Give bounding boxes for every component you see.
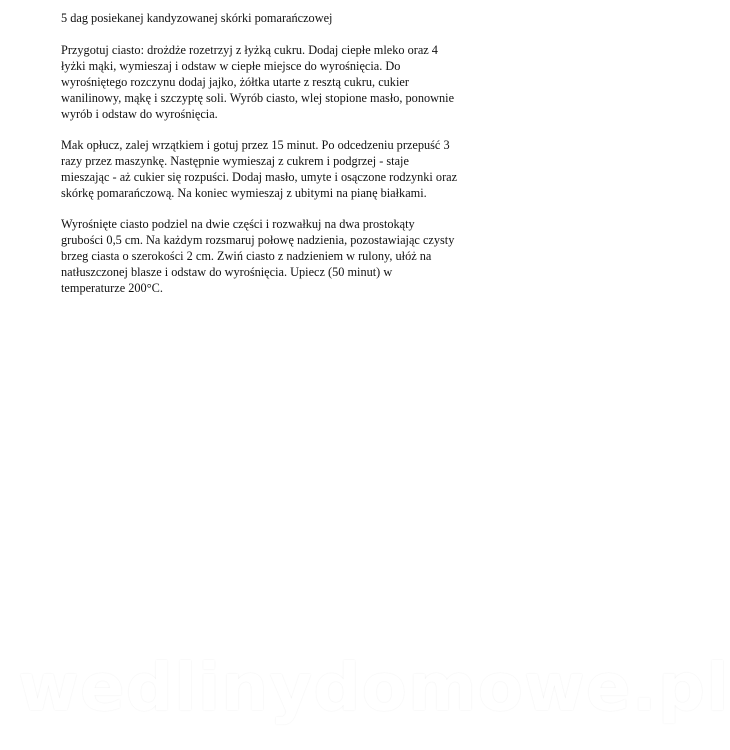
text-line: 5 dag posiekanej kandyzowanej skórki pomarańczowej [61,11,333,25]
text-line: Mak opłucz, zalej wrzątkiem i gotuj przez 15 minut. Po odcedzeniu przepuść 3 [61,138,450,152]
text-line: razy przez maszynkę. Następnie wymieszaj z cukrem i podgrzej - staje [61,154,409,168]
paragraph-assembly [61,216,481,296]
text-line: łyżki mąki, wymieszaj i odstaw w ciepłe miejsce do wyrośnięcia. Do [61,59,401,73]
text-line: wyrośniętego rozczynu dodaj jajko, żółtka utarte z resztą cukru, cukier [61,75,409,89]
paragraph-filling [61,137,481,201]
paragraph-dough [61,42,481,122]
document-body [61,10,481,311]
text-line: mieszając - aż cukier się rozpuści. Dodaj masło, umyte i osączone rodzynki oraz [61,170,458,184]
text-line: wanilinowy, mąkę i szczyptę soli. Wyrób ciasto, wlej stopione masło, ponownie [61,91,455,105]
site-watermark: wedlinydomowe.pl [18,649,730,726]
text-line: brzeg ciasta o szerokości 2 cm. Zwiń ciasto z nadzieniem w rulony, ułóż na [61,249,432,263]
text-line: temperaturze 200°C. [61,281,163,295]
text-line: Wyrośnięte ciasto podziel na dwie części i rozwałkuj na dwa prostokąty [61,217,415,231]
text-line: grubości 0,5 cm. Na każdym rozsmaruj połowę nadzienia, pozostawiając czysty [61,233,455,247]
text-line: wyrób i odstaw do wyrośnięcia. [61,107,218,121]
text-line: Przygotuj ciasto: drożdże rozetrzyj z łyżką cukru. Dodaj ciepłe mleko oraz 4 [61,43,438,57]
text-line: natłuszczonej blasze i odstaw do wyrośnięcia. Upiecz (50 minut) w [61,265,393,279]
ingredient-line [61,10,481,26]
text-line: skórkę pomarańczową. Na koniec wymieszaj z ubitymi na pianę białkami. [61,186,427,200]
